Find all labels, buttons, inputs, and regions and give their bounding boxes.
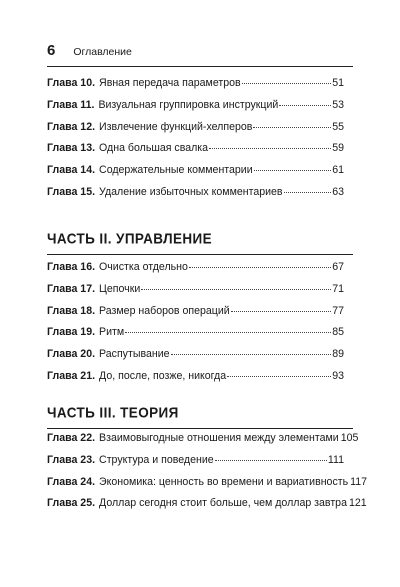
page-ref: 105 — [340, 432, 359, 444]
toc-entry[interactable] — [47, 261, 344, 283]
toc-entry[interactable] — [47, 370, 344, 392]
page-ref: 63 — [332, 185, 344, 198]
dot-leader — [189, 267, 331, 268]
dot-leader — [227, 376, 331, 377]
chapter-label: Глава 25. — [47, 497, 96, 510]
chapter-label: Глава 11. — [47, 98, 95, 111]
toc-entry[interactable] — [47, 164, 344, 186]
header-rule — [47, 66, 353, 67]
toc-entry[interactable] — [47, 99, 344, 121]
chapter-label: Глава 19. — [47, 326, 96, 339]
part-heading: ЧАСТЬ III. ТЕОРИЯ — [47, 404, 179, 421]
chapter-label: Глава 23. — [47, 453, 96, 466]
page-ref: 51 — [332, 77, 344, 89]
dot-leader — [253, 127, 331, 128]
running-title: Оглавление — [73, 46, 132, 58]
toc-entry[interactable] — [47, 77, 344, 99]
chapter-title: Удаление избыточных комментариев — [99, 185, 283, 198]
chapter-label: Глава 22. — [47, 432, 96, 444]
page-ref: 85 — [332, 326, 344, 339]
chapter-title: Явная передача параметров — [99, 77, 241, 89]
chapter-title: Доллар сегодня стоит больше, чем доллар завтра — [99, 497, 347, 510]
toc-list-part-3 — [47, 432, 368, 519]
page-ref: 71 — [332, 282, 344, 295]
page-ref: 61 — [332, 164, 344, 177]
page-ref: 121 — [348, 497, 367, 510]
page-ref: 55 — [332, 120, 344, 133]
chapter-label: Глава 15. — [47, 185, 96, 198]
chapter-title: До, после, позже, никогда — [99, 369, 227, 382]
chapter-label: Глава 24. — [47, 475, 96, 488]
toc-entry[interactable] — [47, 121, 344, 143]
toc-entry[interactable] — [47, 186, 344, 208]
toc-list-part-2 — [47, 261, 344, 392]
chapter-label: Глава 14. — [47, 164, 96, 177]
toc-entry[interactable] — [47, 326, 344, 348]
toc-entry[interactable] — [47, 283, 344, 305]
dot-leader — [242, 83, 332, 84]
page-ref: 67 — [332, 261, 344, 273]
page-ref: 59 — [332, 142, 344, 155]
toc-list-part-1 — [47, 77, 344, 208]
running-head — [47, 42, 132, 62]
chapter-title: Извлечение функций-хелперов — [99, 120, 253, 133]
page-ref: 53 — [332, 98, 344, 111]
chapter-label: Глава 21. — [47, 369, 96, 382]
toc-entry[interactable] — [47, 305, 344, 327]
dot-leader — [231, 311, 332, 312]
chapter-title: Взаимовыгодные отношения между элементами — [99, 432, 339, 444]
dot-leader — [254, 170, 332, 171]
chapter-label: Глава 12. — [47, 120, 96, 133]
page-number: 6 — [47, 42, 56, 59]
page-ref: 93 — [332, 369, 344, 382]
dot-leader — [209, 148, 331, 149]
chapter-title: Очистка отдельно — [99, 261, 188, 273]
dot-leader — [215, 460, 327, 461]
chapter-title: Одна большая свалка — [99, 142, 209, 155]
chapter-title: Размер наборов операций — [99, 304, 230, 317]
chapter-label: Глава 16. — [47, 261, 96, 273]
dot-leader — [284, 192, 332, 193]
chapter-title: Распутывание — [99, 348, 170, 361]
page-ref: 77 — [332, 304, 344, 317]
dot-leader — [171, 354, 332, 355]
page-ref: 111 — [327, 453, 344, 466]
chapter-label: Глава 13. — [47, 142, 96, 155]
toc-entry[interactable] — [47, 142, 344, 164]
chapter-label: Глава 17. — [47, 282, 96, 295]
dot-leader — [125, 332, 331, 333]
chapter-title: Визуальная группировка инструкций — [98, 98, 279, 111]
dot-leader — [279, 105, 331, 106]
part-rule — [47, 254, 353, 255]
part-rule — [47, 428, 353, 429]
chapter-title: Экономика: ценность во времени и вариативность — [99, 475, 349, 488]
chapter-title: Содержательные комментарии — [99, 164, 253, 177]
chapter-label: Глава 10. — [47, 77, 96, 89]
chapter-title: Цепочки — [99, 282, 141, 295]
page-ref: 117 — [350, 475, 368, 488]
part-heading: ЧАСТЬ II. УПРАВЛЕНИЕ — [47, 230, 213, 247]
toc-entry[interactable] — [47, 497, 367, 519]
chapter-title: Ритм — [99, 326, 125, 339]
dot-leader — [141, 289, 331, 290]
chapter-label: Глава 20. — [47, 348, 96, 361]
chapter-label: Глава 18. — [47, 304, 96, 317]
toc-entry[interactable] — [47, 454, 344, 476]
chapter-title: Структура и поведение — [99, 453, 214, 466]
toc-entry[interactable] — [47, 475, 368, 498]
toc-entry[interactable] — [47, 348, 344, 370]
page-ref: 89 — [332, 348, 344, 361]
toc-entry[interactable] — [47, 432, 359, 454]
